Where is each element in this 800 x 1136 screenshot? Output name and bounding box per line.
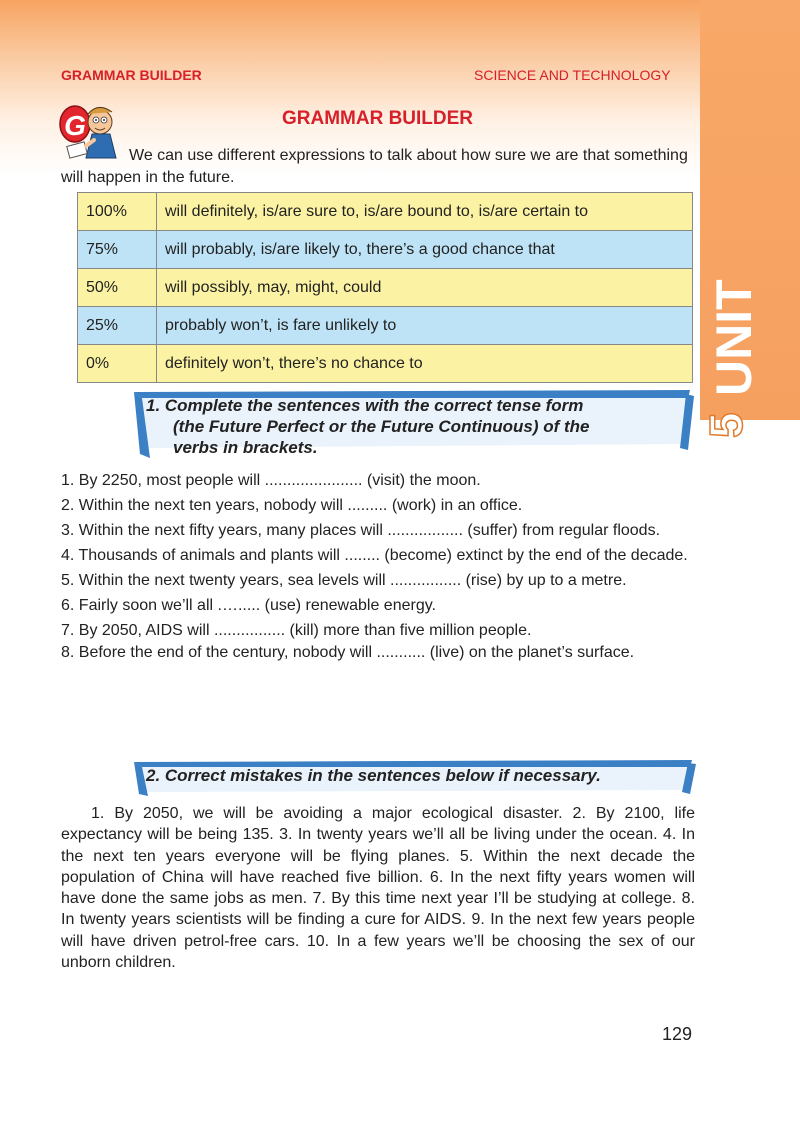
exercise-sentence: 1. By 2250, most people will ...................... (visit) the moon. xyxy=(61,472,481,489)
table-row xyxy=(78,307,693,345)
certainty-table xyxy=(77,192,693,383)
percent-cell: 100% xyxy=(78,193,157,231)
exercise1-instruction-line: (the Future Perfect or the Future Continuous) of the xyxy=(173,417,590,436)
exercise-sentence: 3. Within the next fifty years, many places will ................. (suffer) from regular floods. xyxy=(61,522,661,539)
svg-text:UNIT: UNIT xyxy=(706,279,762,396)
expression-cell: probably won’t, is fare unlikely to xyxy=(157,307,693,345)
exercise1-instruction-line: verbs in brackets. xyxy=(173,438,318,457)
exercise1-instruction-line: 1. Complete the sentences with the correct tense form xyxy=(146,396,584,415)
svg-text:G: G xyxy=(64,110,86,141)
unit-number xyxy=(700,392,752,440)
exercise2-banner xyxy=(130,758,697,798)
page-number: 129 xyxy=(662,1024,693,1044)
percent-cell: 75% xyxy=(78,231,157,269)
expression-cell: definitely won’t, there’s no chance to xyxy=(157,345,693,383)
chapter-header: SCIENCE AND TECHNOLOGY xyxy=(474,67,671,83)
section-header: GRAMMAR BUILDER xyxy=(61,67,202,83)
exercise2-instruction: 2. Correct mistakes in the sentences below if necessary. xyxy=(146,766,601,785)
table-row xyxy=(78,193,693,231)
svg-text:5: 5 xyxy=(700,412,752,438)
exercise2-paragraph: 1. By 2050, we will be avoiding a major ecological disaster. 2. By 2100, life expectancy will be being 135. 3. In twenty years we’ll all be living under the ocean. 4. In the next ten years everyone will be flying planes. 5. Within the next decade the population of China will have reached five billion. 6. In the next fifty years women will have done the same jobs as men. 7. By this time next year I’ll be studying at college. 8. In twenty years scientists will be finding a cure for AIDS. 9. In the next few years people will have driven petrol-free cars. 10. In a few years we’ll be choosing the sex of our unborn children. xyxy=(61,805,695,972)
grammar-intro: We can use different expressions to talk about how sure we are that something will happen in the future. xyxy=(61,147,688,186)
percent-cell: 0% xyxy=(78,345,157,383)
exercise-sentence: 6. Fairly soon we’ll all .…..... (use) renewable energy. xyxy=(61,597,436,614)
table-row xyxy=(78,269,693,307)
exercise-sentence: 7. By 2050, AIDS will ................ (kill) more than five million people. xyxy=(61,622,532,639)
exercise-sentence: 4. Thousands of animals and plants will ........ (become) extinct by the end of the decade. xyxy=(61,547,688,564)
expression-cell: will possibly, may, might, could xyxy=(157,269,693,307)
expression-cell: will definitely, is/are sure to, is/are bound to, is/are certain to xyxy=(157,193,693,231)
grammar-builder-title: GRAMMAR BUILDER xyxy=(281,108,474,129)
percent-cell: 50% xyxy=(78,269,157,307)
percent-cell: 25% xyxy=(78,307,157,345)
exercise1-banner xyxy=(130,388,695,460)
expression-cell: will probably, is/are likely to, there’s a good chance that xyxy=(157,231,693,269)
exercise-sentence: 2. Within the next ten years, nobody will ......... (work) in an office. xyxy=(61,497,523,514)
unit-label xyxy=(707,248,767,398)
table-row xyxy=(78,231,693,269)
table-row xyxy=(78,345,693,383)
exercise1-items xyxy=(61,470,701,667)
exercise-sentence: 5. Within the next twenty years, sea levels will ................ (rise) by up to a metre. xyxy=(61,572,627,589)
exercise-sentence: 8. Before the end of the century, nobody will ........... (live) on the planet’s surface. xyxy=(61,644,635,661)
